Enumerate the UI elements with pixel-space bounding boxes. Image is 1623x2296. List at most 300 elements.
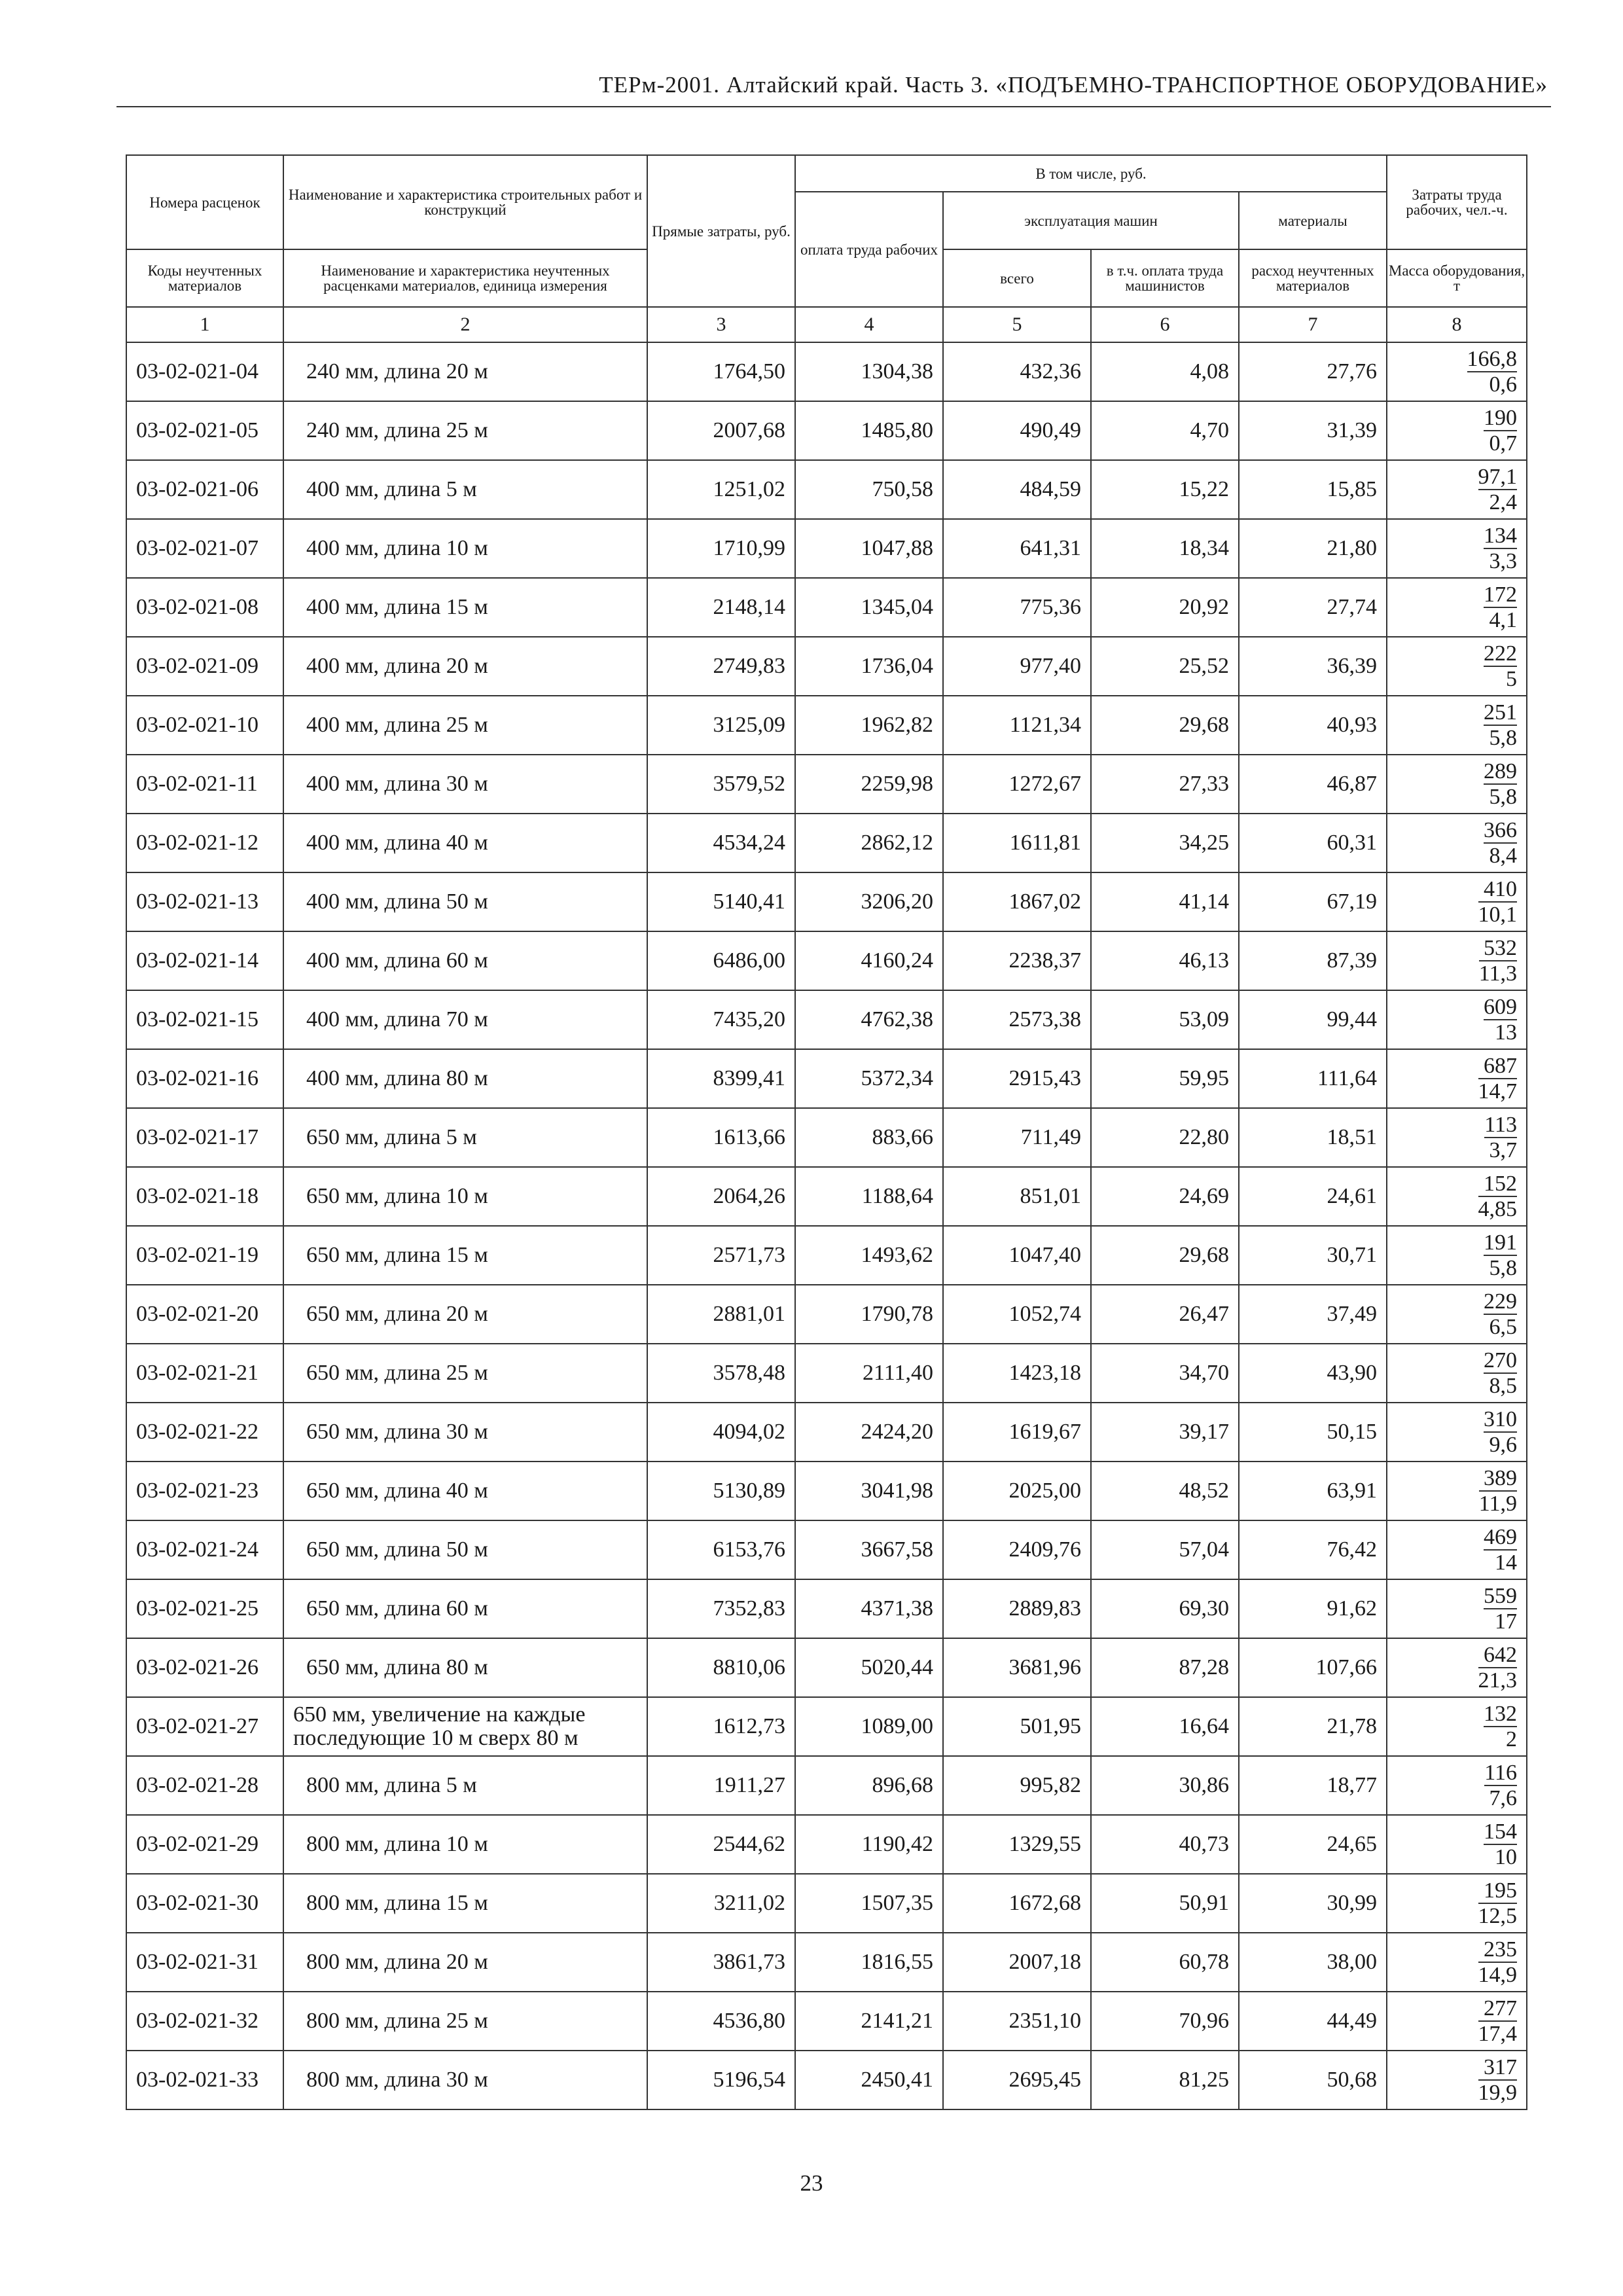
direct-costs-cell: 8810,06 [647, 1638, 795, 1697]
wages-cell: 4160,24 [795, 931, 943, 990]
wages-cell: 2111,40 [795, 1344, 943, 1403]
wages-cell: 4371,38 [795, 1579, 943, 1638]
rate-code-cell: 03-02-021-31 [126, 1933, 283, 1992]
wages-cell: 3667,58 [795, 1520, 943, 1579]
machine-operation-cell: 1611,81 [943, 814, 1091, 872]
labor-over-mass-fraction [1479, 1466, 1517, 1516]
wages-cell: 3041,98 [795, 1462, 943, 1520]
equipment-mass-value: 10 [1495, 1844, 1518, 1869]
work-name-cell: 240 мм, длина 25 м [283, 401, 647, 460]
work-name-cell: 800 мм, длина 15 м [283, 1874, 647, 1933]
materials-cell: 67,19 [1239, 872, 1387, 931]
work-name-cell: 400 мм, длина 10 м [283, 519, 647, 578]
column-number: 3 [647, 307, 795, 342]
machinist-wages-cell: 46,13 [1091, 931, 1239, 990]
materials-cell: 37,49 [1239, 1285, 1387, 1344]
labor-mass-cell [1387, 931, 1527, 990]
direct-costs-cell: 1613,66 [647, 1108, 795, 1167]
equipment-mass-value: 7,6 [1489, 1785, 1518, 1810]
labor-costs-value: 532 [1479, 936, 1517, 961]
table-row [126, 1520, 1527, 1579]
equipment-mass-value: 14,7 [1478, 1079, 1518, 1103]
table-row [126, 1226, 1527, 1285]
table-row [126, 1697, 1527, 1756]
materials-cell: 60,31 [1239, 814, 1387, 872]
labor-costs-value: 277 [1478, 1996, 1518, 2022]
labor-mass-cell [1387, 1344, 1527, 1403]
work-name-cell: 650 мм, длина 40 м [283, 1462, 647, 1520]
labor-over-mass-fraction [1484, 1702, 1517, 1751]
labor-mass-cell [1387, 1697, 1527, 1756]
wages-cell: 896,68 [795, 1756, 943, 1815]
wages-cell: 2450,41 [795, 2051, 943, 2109]
direct-costs-cell: 7435,20 [647, 990, 795, 1049]
materials-cell: 30,99 [1239, 1874, 1387, 1933]
machine-operation-cell: 977,40 [943, 637, 1091, 696]
equipment-mass-value: 13 [1495, 1020, 1518, 1045]
wages-cell: 1736,04 [795, 637, 943, 696]
equipment-mass-value: 21,3 [1478, 1668, 1518, 1693]
work-name-cell: 650 мм, длина 20 м [283, 1285, 647, 1344]
work-name-cell: 650 мм, увеличение на каждые последующие 10 м сверх 80 м [283, 1697, 647, 1756]
work-name-cell: 400 мм, длина 25 м [283, 696, 647, 755]
machine-operation-cell: 995,82 [943, 1756, 1091, 1815]
machinist-wages-cell: 30,86 [1091, 1756, 1239, 1815]
machine-operation-cell: 2573,38 [943, 990, 1091, 1049]
direct-costs-cell: 3211,02 [647, 1874, 795, 1933]
wages-cell: 1089,00 [795, 1697, 943, 1756]
header-equipment-mass: Масса оборудования, т [1387, 249, 1527, 307]
table-row [126, 990, 1527, 1049]
machine-operation-cell: 2025,00 [943, 1462, 1091, 1520]
equipment-mass-value: 4,1 [1489, 607, 1518, 632]
header-unaccounted-names: Наименование и характеристика неучтенных расценками материалов, единица измерения [283, 249, 647, 307]
column-number: 8 [1387, 307, 1527, 342]
equipment-mass-value: 4,85 [1478, 1196, 1518, 1221]
labor-mass-cell [1387, 1403, 1527, 1462]
equipment-mass-value: 11,9 [1478, 1491, 1518, 1516]
header-machinist-wages: в т.ч. оплата труда машинистов [1091, 249, 1239, 307]
labor-over-mass-fraction [1467, 347, 1518, 397]
rate-code-cell: 03-02-021-05 [126, 401, 283, 460]
materials-cell: 63,91 [1239, 1462, 1387, 1520]
machinist-wages-cell: 29,68 [1091, 1226, 1239, 1285]
labor-mass-cell [1387, 342, 1527, 401]
labor-over-mass-fraction [1484, 1230, 1517, 1280]
equipment-mass-value: 8,5 [1489, 1373, 1518, 1398]
machinist-wages-cell: 70,96 [1091, 1992, 1239, 2051]
labor-mass-cell [1387, 1462, 1527, 1520]
table-row [126, 1933, 1527, 1992]
wages-cell: 1790,78 [795, 1285, 943, 1344]
header-work-name: Наименование и характеристика строительных работ и конструкций [283, 155, 647, 249]
table-row [126, 872, 1527, 931]
machine-operation-cell: 490,49 [943, 401, 1091, 460]
materials-cell: 50,15 [1239, 1403, 1387, 1462]
materials-cell: 50,68 [1239, 2051, 1387, 2109]
labor-costs-value: 195 [1478, 1878, 1518, 1904]
labor-over-mass-fraction [1478, 1996, 1518, 2046]
rate-code-cell: 03-02-021-14 [126, 931, 283, 990]
work-name-cell: 650 мм, длина 15 м [283, 1226, 647, 1285]
table-row [126, 342, 1527, 401]
table-row [126, 814, 1527, 872]
labor-costs-value: 317 [1478, 2055, 1518, 2081]
labor-costs-value: 152 [1478, 1172, 1518, 1197]
direct-costs-cell: 6486,00 [647, 931, 795, 990]
direct-costs-cell: 1710,99 [647, 519, 795, 578]
labor-over-mass-fraction [1478, 1643, 1518, 1693]
rate-code-cell: 03-02-021-19 [126, 1226, 283, 1285]
rates-table [126, 154, 1527, 2110]
labor-over-mass-fraction [1484, 1289, 1517, 1339]
machinist-wages-cell: 24,69 [1091, 1167, 1239, 1226]
labor-mass-cell [1387, 401, 1527, 460]
labor-costs-value: 310 [1484, 1407, 1518, 1431]
machine-operation-cell: 1121,34 [943, 696, 1091, 755]
running-header: ТЕРм-2001. Алтайский край. Часть 3. «ПОДЪЕМНО-ТРАНСПОРТНОЕ ОБОРУДОВАНИЕ» [599, 72, 1548, 98]
machinist-wages-cell: 34,70 [1091, 1344, 1239, 1403]
table-row [126, 1992, 1527, 2051]
table-row [126, 1638, 1527, 1697]
wages-cell: 1190,42 [795, 1815, 943, 1874]
labor-mass-cell [1387, 460, 1527, 519]
materials-cell: 46,87 [1239, 755, 1387, 814]
labor-mass-cell [1387, 1638, 1527, 1697]
machinist-wages-cell: 87,28 [1091, 1638, 1239, 1697]
equipment-mass-value: 0,6 [1489, 372, 1518, 397]
rate-code-cell: 03-02-021-17 [126, 1108, 283, 1167]
machinist-wages-cell: 81,25 [1091, 2051, 1239, 2109]
table-row [126, 1579, 1527, 1638]
equipment-mass-value: 10,1 [1478, 902, 1518, 927]
rate-code-cell: 03-02-021-18 [126, 1167, 283, 1226]
rate-code-cell: 03-02-021-22 [126, 1403, 283, 1462]
machinist-wages-cell: 53,09 [1091, 990, 1239, 1049]
materials-cell: 30,71 [1239, 1226, 1387, 1285]
labor-costs-value: 191 [1484, 1230, 1518, 1255]
direct-costs-cell: 1764,50 [647, 342, 795, 401]
header-rule [116, 106, 1551, 107]
wages-cell: 2862,12 [795, 814, 943, 872]
labor-costs-value: 172 [1484, 582, 1518, 607]
materials-cell: 24,61 [1239, 1167, 1387, 1226]
labor-mass-cell [1387, 578, 1527, 637]
rate-code-cell: 03-02-021-20 [126, 1285, 283, 1344]
direct-costs-cell: 2007,68 [647, 401, 795, 460]
header-machine-operation: эксплуатация машин [943, 192, 1239, 249]
labor-mass-cell [1387, 1226, 1527, 1285]
labor-mass-cell [1387, 1933, 1527, 1992]
machine-operation-cell: 2915,43 [943, 1049, 1091, 1108]
table-row [126, 1815, 1527, 1874]
machinist-wages-cell: 60,78 [1091, 1933, 1239, 1992]
labor-mass-cell [1387, 872, 1527, 931]
machine-operation-cell: 2889,83 [943, 1579, 1091, 1638]
work-name-cell: 400 мм, длина 30 м [283, 755, 647, 814]
equipment-mass-value: 5 [1506, 666, 1518, 691]
direct-costs-cell: 1612,73 [647, 1697, 795, 1756]
work-name-cell: 650 мм, длина 5 м [283, 1108, 647, 1167]
machine-operation-cell: 1619,67 [943, 1403, 1091, 1462]
machine-operation-cell: 711,49 [943, 1108, 1091, 1167]
equipment-mass-value: 14,9 [1478, 1962, 1518, 1987]
header-unaccounted-consumption: расход неучтенных материалов [1239, 249, 1387, 307]
machinist-wages-cell: 39,17 [1091, 1403, 1239, 1462]
rate-code-cell: 03-02-021-09 [126, 637, 283, 696]
labor-over-mass-fraction [1478, 1937, 1518, 1987]
direct-costs-cell: 3861,73 [647, 1933, 795, 1992]
machinist-wages-cell: 41,14 [1091, 872, 1239, 931]
header-rate-numbers: Номера расценок [126, 155, 283, 249]
labor-over-mass-fraction [1478, 1878, 1518, 1928]
header-unaccounted-codes: Коды неучтенных материалов [126, 249, 283, 307]
table-row [126, 460, 1527, 519]
equipment-mass-value: 3,3 [1489, 548, 1518, 573]
machine-operation-cell: 1423,18 [943, 1344, 1091, 1403]
machine-operation-cell: 1272,67 [943, 755, 1091, 814]
wages-cell: 1493,62 [795, 1226, 943, 1285]
direct-costs-cell: 5130,89 [647, 1462, 795, 1520]
labor-mass-cell [1387, 1874, 1527, 1933]
labor-over-mass-fraction [1484, 1761, 1517, 1810]
machinist-wages-cell: 69,30 [1091, 1579, 1239, 1638]
machine-operation-cell: 1052,74 [943, 1285, 1091, 1344]
machinist-wages-cell: 26,47 [1091, 1285, 1239, 1344]
labor-over-mass-fraction [1484, 700, 1517, 750]
materials-cell: 43,90 [1239, 1344, 1387, 1403]
direct-costs-cell: 4534,24 [647, 814, 795, 872]
labor-mass-cell [1387, 696, 1527, 755]
machinist-wages-cell: 22,80 [1091, 1108, 1239, 1167]
machinist-wages-cell: 25,52 [1091, 637, 1239, 696]
direct-costs-cell: 8399,41 [647, 1049, 795, 1108]
machine-operation-cell: 484,59 [943, 460, 1091, 519]
wages-cell: 750,58 [795, 460, 943, 519]
machinist-wages-cell: 57,04 [1091, 1520, 1239, 1579]
labor-costs-value: 366 [1484, 817, 1518, 842]
materials-cell: 99,44 [1239, 990, 1387, 1049]
labor-costs-value: 687 [1478, 1054, 1518, 1079]
table-body [126, 342, 1527, 2109]
materials-cell: 87,39 [1239, 931, 1387, 990]
labor-mass-cell [1387, 755, 1527, 814]
work-name-cell: 400 мм, длина 20 м [283, 637, 647, 696]
direct-costs-cell: 4094,02 [647, 1403, 795, 1462]
table-row [126, 637, 1527, 696]
rate-code-cell: 03-02-021-24 [126, 1520, 283, 1579]
direct-costs-cell: 5196,54 [647, 2051, 795, 2109]
labor-mass-cell [1387, 1520, 1527, 1579]
column-number: 2 [283, 307, 647, 342]
direct-costs-cell: 6153,76 [647, 1520, 795, 1579]
labor-costs-value: 229 [1484, 1289, 1518, 1314]
column-number: 5 [943, 307, 1091, 342]
machine-operation-cell: 2409,76 [943, 1520, 1091, 1579]
equipment-mass-value: 9,6 [1489, 1432, 1518, 1457]
work-name-cell: 400 мм, длина 80 м [283, 1049, 647, 1108]
equipment-mass-value: 5,8 [1489, 1255, 1518, 1280]
labor-over-mass-fraction [1484, 1407, 1517, 1457]
labor-costs-value: 270 [1484, 1348, 1518, 1372]
work-name-cell: 650 мм, длина 60 м [283, 1579, 647, 1638]
machine-operation-cell: 432,36 [943, 342, 1091, 401]
labor-costs-value: 116 [1484, 1760, 1518, 1785]
labor-costs-value: 166,8 [1467, 346, 1518, 371]
direct-costs-cell: 5140,41 [647, 872, 795, 931]
wages-cell: 5020,44 [795, 1638, 943, 1697]
wages-cell: 3206,20 [795, 872, 943, 931]
materials-cell: 27,76 [1239, 342, 1387, 401]
labor-over-mass-fraction [1484, 1525, 1517, 1575]
header-materials: материалы [1239, 192, 1387, 249]
work-name-cell: 400 мм, длина 40 м [283, 814, 647, 872]
labor-over-mass-fraction [1484, 406, 1517, 456]
direct-costs-cell: 2064,26 [647, 1167, 795, 1226]
wages-cell: 1345,04 [795, 578, 943, 637]
labor-mass-cell [1387, 1285, 1527, 1344]
equipment-mass-value: 11,3 [1478, 961, 1518, 986]
table-row [126, 696, 1527, 755]
direct-costs-cell: 2571,73 [647, 1226, 795, 1285]
labor-costs-value: 235 [1478, 1937, 1518, 1963]
labor-costs-value: 190 [1484, 405, 1518, 430]
direct-costs-cell: 7352,83 [647, 1579, 795, 1638]
rate-code-cell: 03-02-021-27 [126, 1697, 283, 1756]
labor-over-mass-fraction [1484, 641, 1517, 691]
rate-code-cell: 03-02-021-11 [126, 755, 283, 814]
direct-costs-cell: 4536,80 [647, 1992, 795, 2051]
column-number: 7 [1239, 307, 1387, 342]
machinist-wages-cell: 15,22 [1091, 460, 1239, 519]
equipment-mass-value: 5,8 [1489, 784, 1518, 809]
machinist-wages-cell: 59,95 [1091, 1049, 1239, 1108]
machine-operation-cell: 851,01 [943, 1167, 1091, 1226]
machine-operation-cell: 2238,37 [943, 931, 1091, 990]
labor-over-mass-fraction [1484, 583, 1517, 632]
work-name-cell: 800 мм, длина 10 м [283, 1815, 647, 1874]
wages-cell: 4762,38 [795, 990, 943, 1049]
labor-costs-value: 134 [1484, 523, 1518, 548]
machinist-wages-cell: 16,64 [1091, 1697, 1239, 1756]
work-name-cell: 400 мм, длина 70 м [283, 990, 647, 1049]
materials-cell: 18,51 [1239, 1108, 1387, 1167]
equipment-mass-value: 5,8 [1489, 725, 1518, 750]
machine-operation-cell: 641,31 [943, 519, 1091, 578]
wages-cell: 1507,35 [795, 1874, 943, 1933]
work-name-cell: 800 мм, длина 20 м [283, 1933, 647, 1992]
wages-cell: 1304,38 [795, 342, 943, 401]
labor-over-mass-fraction [1479, 936, 1517, 986]
labor-mass-cell [1387, 1756, 1527, 1815]
equipment-mass-value: 14 [1495, 1550, 1518, 1575]
work-name-cell: 400 мм, длина 60 м [283, 931, 647, 990]
materials-cell: 38,00 [1239, 1933, 1387, 1992]
materials-cell: 36,39 [1239, 637, 1387, 696]
rate-code-cell: 03-02-021-28 [126, 1756, 283, 1815]
rate-code-cell: 03-02-021-26 [126, 1638, 283, 1697]
page-number: 23 [800, 2170, 823, 2196]
table-row [126, 1167, 1527, 1226]
header-labor-costs: Затраты труда рабочих, чел.-ч. [1387, 155, 1527, 249]
header-wages: оплата труда рабочих [795, 192, 943, 307]
column-number: 4 [795, 307, 943, 342]
table-row [126, 1344, 1527, 1403]
labor-costs-value: 410 [1478, 877, 1518, 903]
machine-operation-cell: 1047,40 [943, 1226, 1091, 1285]
rate-code-cell: 03-02-021-25 [126, 1579, 283, 1638]
machine-operation-cell: 775,36 [943, 578, 1091, 637]
labor-over-mass-fraction [1484, 818, 1517, 868]
equipment-mass-value: 8,4 [1489, 843, 1518, 868]
equipment-mass-value: 6,5 [1489, 1314, 1518, 1339]
labor-mass-cell [1387, 1167, 1527, 1226]
rate-code-cell: 03-02-021-30 [126, 1874, 283, 1933]
labor-costs-value: 97,1 [1478, 464, 1518, 489]
header-direct-costs: Прямые затраты, руб. [647, 155, 795, 307]
equipment-mass-value: 2 [1506, 1727, 1518, 1751]
labor-over-mass-fraction [1478, 877, 1518, 927]
column-number-row [126, 307, 1527, 342]
column-number: 6 [1091, 307, 1239, 342]
labor-costs-value: 642 [1478, 1643, 1518, 1668]
labor-over-mass-fraction [1478, 1172, 1518, 1221]
labor-costs-value: 154 [1484, 1819, 1518, 1844]
work-name-cell: 400 мм, длина 5 м [283, 460, 647, 519]
wages-cell: 1816,55 [795, 1933, 943, 1992]
rate-code-cell: 03-02-021-32 [126, 1992, 283, 2051]
rate-code-cell: 03-02-021-10 [126, 696, 283, 755]
table-row [126, 2051, 1527, 2109]
rate-code-cell: 03-02-021-04 [126, 342, 283, 401]
labor-costs-value: 132 [1484, 1701, 1518, 1726]
table-row [126, 1108, 1527, 1167]
machinist-wages-cell: 34,25 [1091, 814, 1239, 872]
labor-mass-cell [1387, 1815, 1527, 1874]
labor-over-mass-fraction [1478, 2055, 1518, 2105]
materials-cell: 24,65 [1239, 1815, 1387, 1874]
table-row [126, 1756, 1527, 1815]
machinist-wages-cell: 29,68 [1091, 696, 1239, 755]
table-row [126, 519, 1527, 578]
labor-over-mass-fraction [1484, 1113, 1517, 1162]
machine-operation-cell: 3681,96 [943, 1638, 1091, 1697]
labor-mass-cell [1387, 990, 1527, 1049]
equipment-mass-value: 19,9 [1478, 2080, 1518, 2105]
direct-costs-cell: 2881,01 [647, 1285, 795, 1344]
wages-cell: 1485,80 [795, 401, 943, 460]
labor-mass-cell [1387, 519, 1527, 578]
work-name-cell: 650 мм, длина 30 м [283, 1403, 647, 1462]
labor-over-mass-fraction [1484, 1584, 1517, 1634]
rate-code-cell: 03-02-021-16 [126, 1049, 283, 1108]
materials-cell: 27,74 [1239, 578, 1387, 637]
equipment-mass-value: 12,5 [1478, 1903, 1518, 1928]
direct-costs-cell: 1251,02 [647, 460, 795, 519]
table-header [126, 155, 1527, 342]
labor-over-mass-fraction [1484, 1820, 1517, 1869]
materials-cell: 40,93 [1239, 696, 1387, 755]
labor-mass-cell [1387, 1049, 1527, 1108]
labor-costs-value: 289 [1484, 759, 1518, 783]
materials-cell: 15,85 [1239, 460, 1387, 519]
work-name-cell: 240 мм, длина 20 м [283, 342, 647, 401]
materials-cell: 31,39 [1239, 401, 1387, 460]
rate-code-cell: 03-02-021-33 [126, 2051, 283, 2109]
work-name-cell: 400 мм, длина 50 м [283, 872, 647, 931]
machinist-wages-cell: 18,34 [1091, 519, 1239, 578]
rate-code-cell: 03-02-021-29 [126, 1815, 283, 1874]
